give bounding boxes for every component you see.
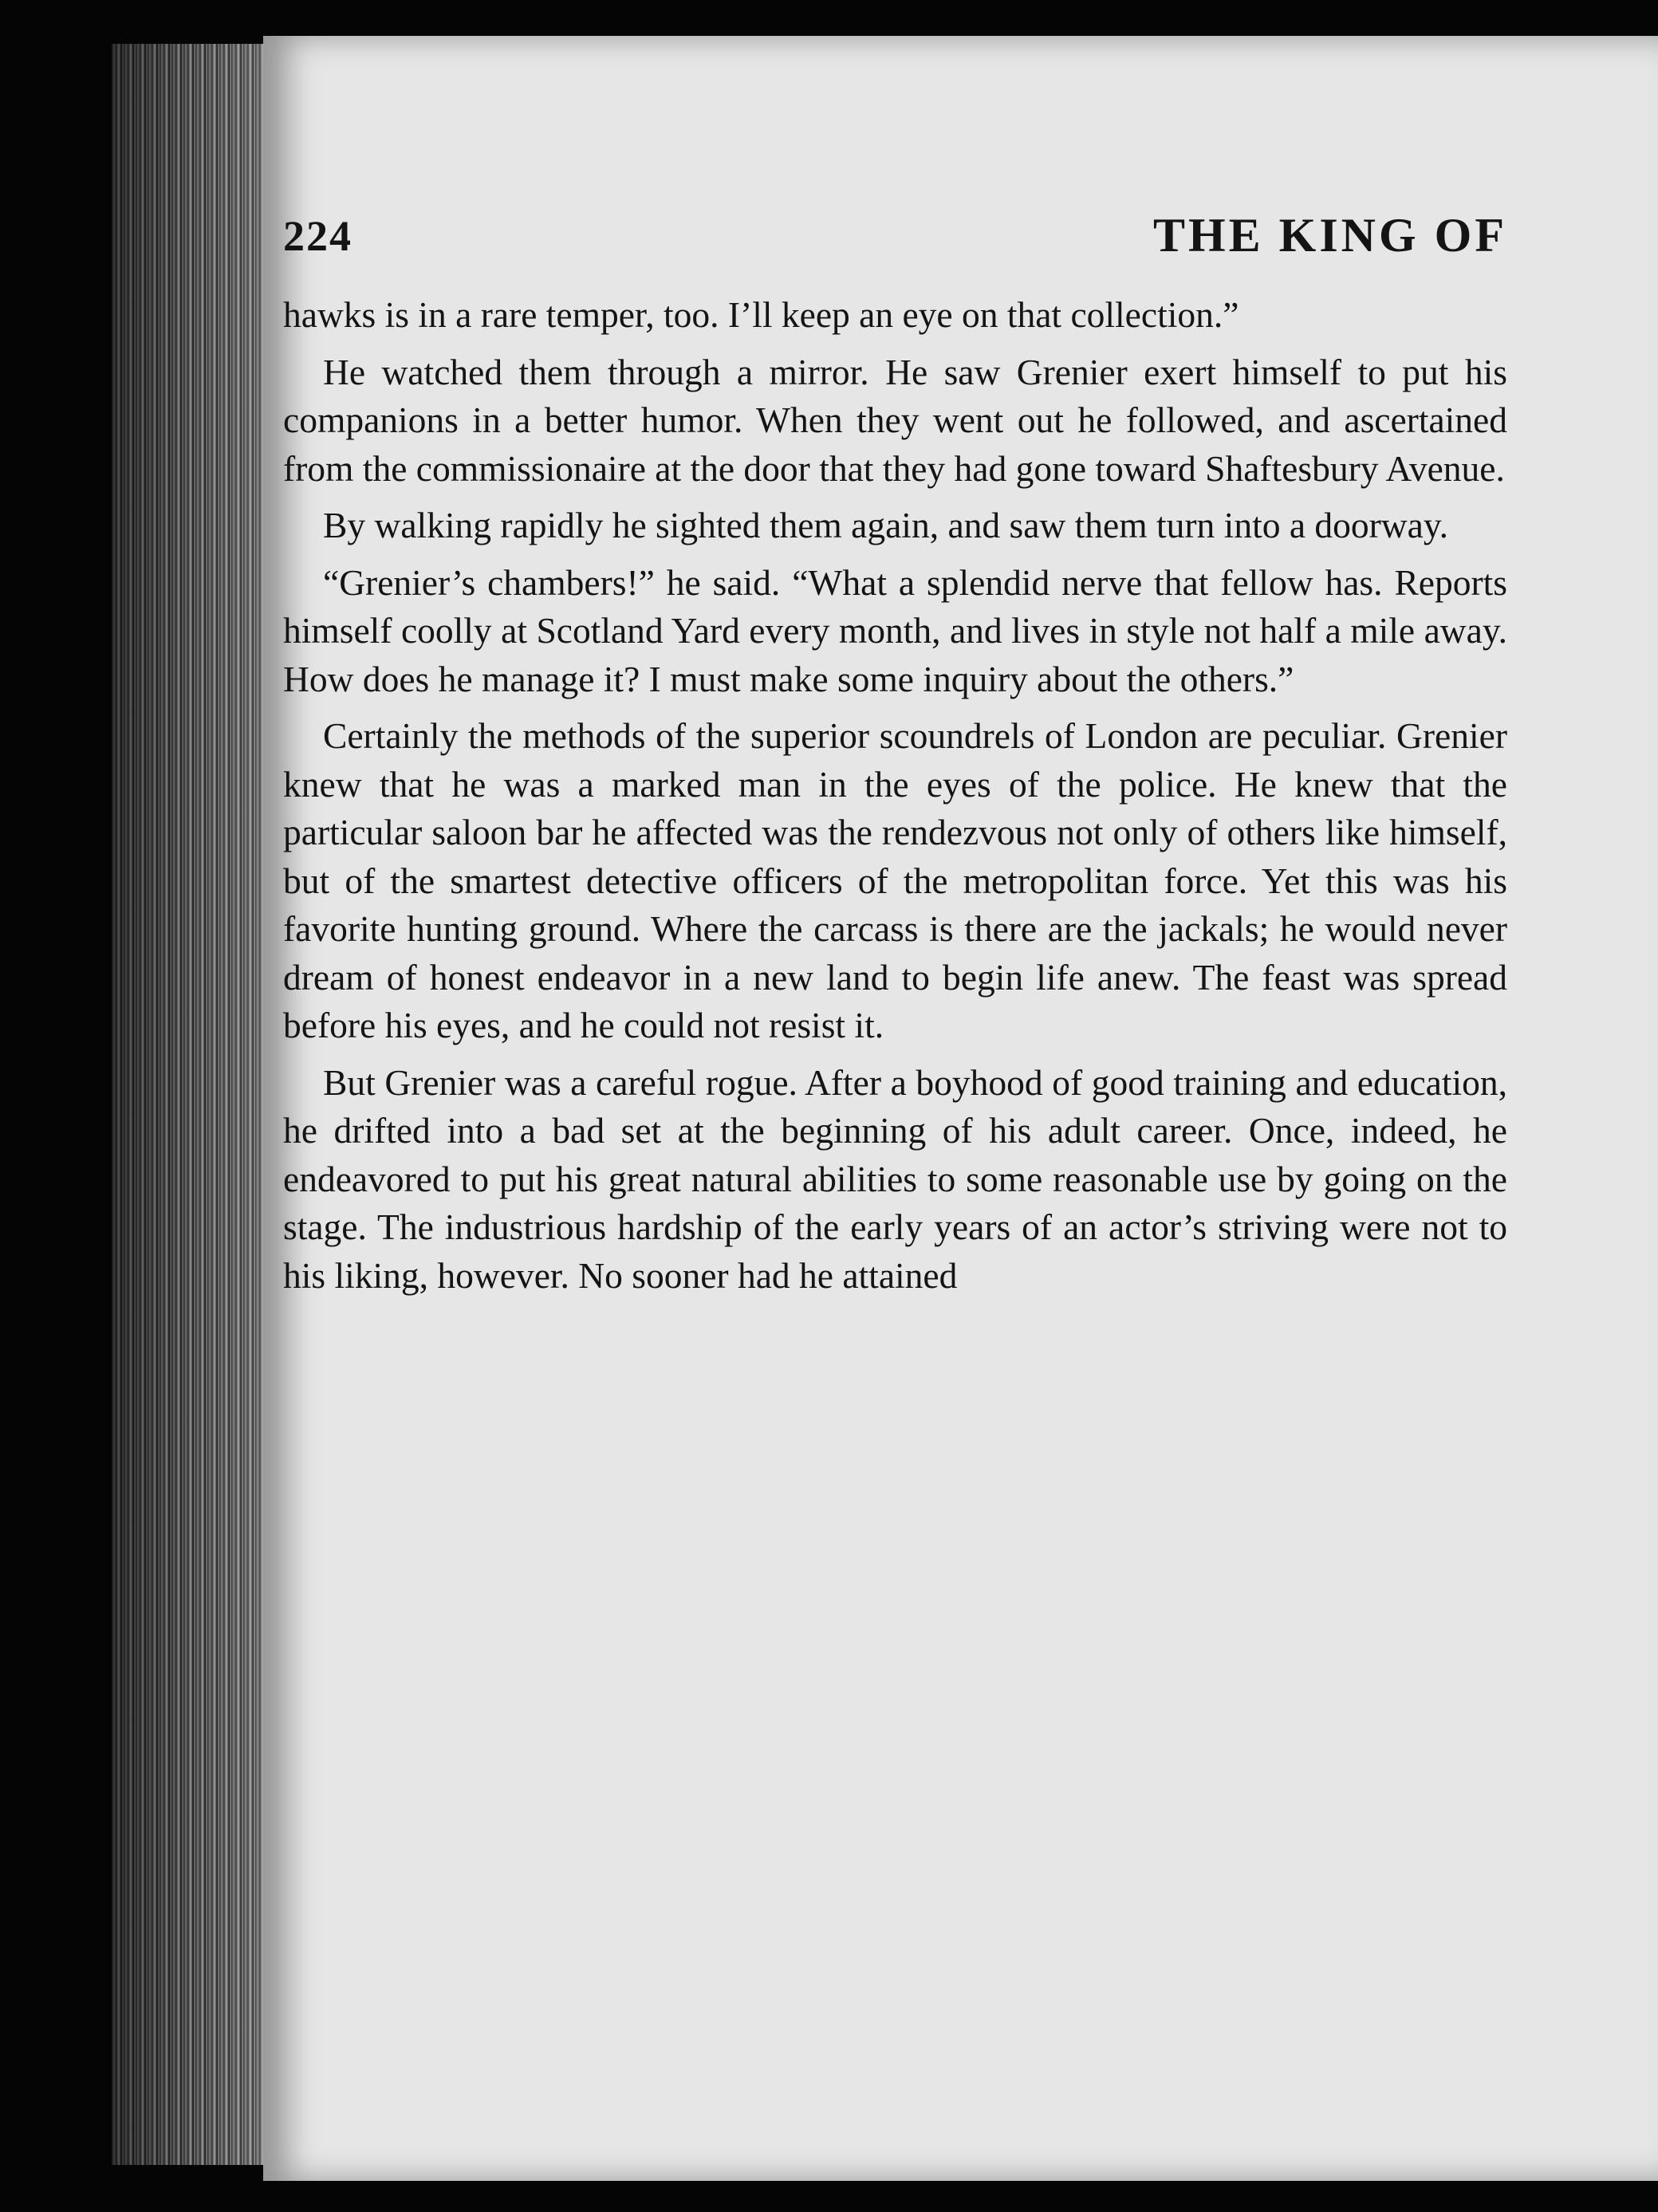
running-head xyxy=(283,179,1507,262)
page-text-block xyxy=(283,179,1507,1309)
paragraph-3: By walking rapidly he sighted them again, and saw them turn into a doorway. xyxy=(323,505,1449,545)
paragraph-2: He watched them through a mirror. He saw Grenier exert himself to put his companions in a better humor. When they went out he followed, and ascertained from the commissionaire at the door that they had gone toward Shaftesbury Avenue. xyxy=(283,351,1507,489)
paragraph-1: hawks is in a rare temper, too. I’ll keep an eye on that collection.” xyxy=(283,294,1239,335)
page-number: 224 xyxy=(283,212,352,260)
page-edge-shadow xyxy=(112,44,279,2165)
paragraph-6: But Grenier was a careful rogue. After a boyhood of good training and education, he drifted into a bad set at the beginning of his adult career. Once, indeed, he endeavored to put his great natural abilities to some reasonable use by going on the stage. The industrious hardship of the early years of an actor’s striving were not to his liking, however. No sooner had he attained xyxy=(283,1061,1507,1296)
paragraph-5: Certainly the methods of the superior scoundrels of London are peculiar. Grenier knew that he was a marked man in the eyes of the police. He knew that the particular saloon bar he affected was the rendezvous not only of others like himself, but of the smartest detective officers of the metropolitan force. Yet this was his favorite hunting ground. Where the carcass is there are the jackals; he would never dream of honest endeavor in a new land to begin life anew. The feast was spread before his eyes, and he could not resist it. xyxy=(283,715,1507,1045)
paragraph-4: “Grenier’s chambers!” he said. “What a splendid nerve that fellow has. Reports himself coolly at Scotland Yard every month, and lives in style not half a mile away. How does he manage it? I must make some inquiry about the others.” xyxy=(283,561,1507,699)
page-body xyxy=(283,291,1507,1300)
running-title: THE KING OF xyxy=(1152,209,1507,262)
